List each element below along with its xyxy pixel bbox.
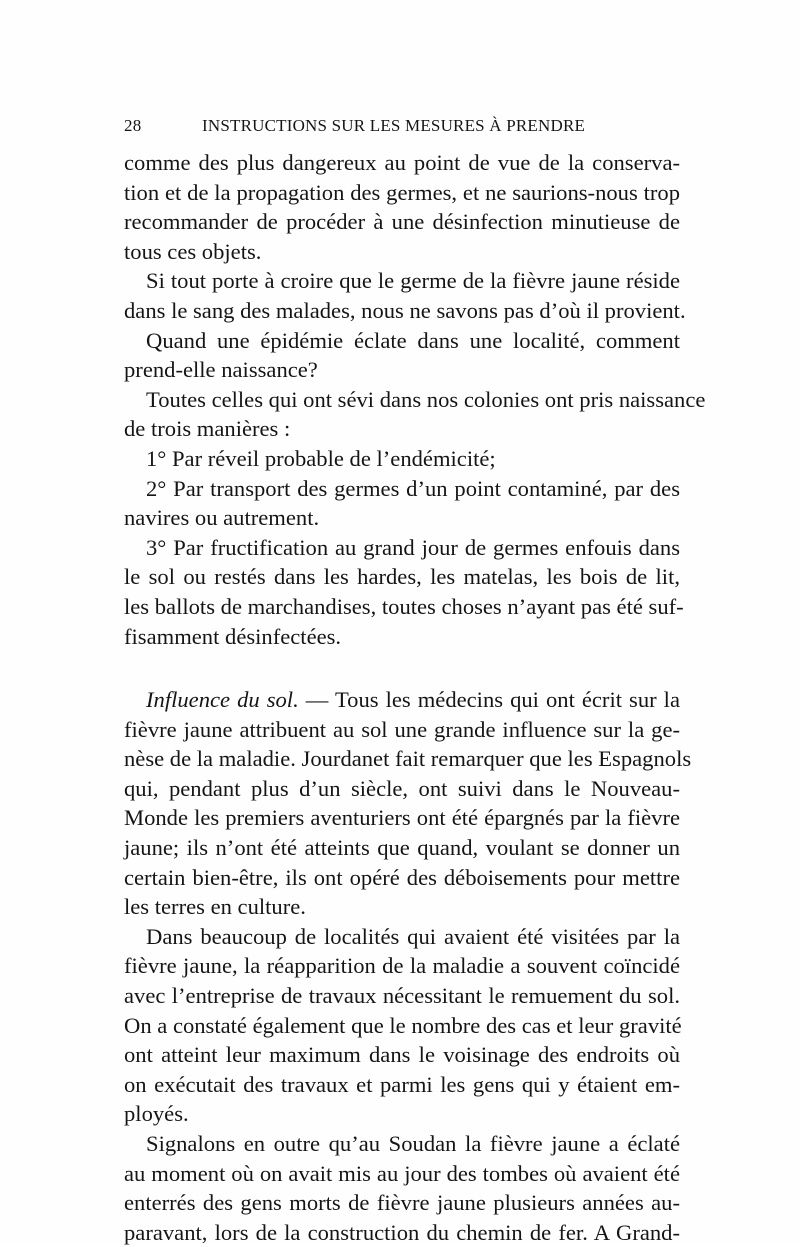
text-line: de trois manières :	[124, 416, 291, 442]
paragraph	[124, 326, 680, 385]
text-line: comme des plus dangereux au point de vue de la conserva-	[124, 150, 680, 175]
text-line: 2° Par transport des germes d’un point contaminé, par des	[146, 475, 680, 501]
text-line: navires ou autrement.	[124, 505, 320, 531]
text-line: Si tout porte à croire que le germe de la fièvre jaune réside	[146, 268, 680, 294]
text-line: Quand une épidémie éclate dans une localité, comment	[146, 327, 680, 353]
text-line: fisamment désinfectées.	[124, 623, 342, 649]
text-line: 3° Par fructification au grand jour de germes enfouis dans	[146, 534, 680, 560]
text-line: tion et de la propagation des germes, et ne saurions-nous trop	[124, 179, 680, 205]
text-line: qui, pendant plus d’un siècle, ont suivi dans le Nouveau-	[124, 775, 680, 801]
text-line: prend-elle naissance?	[124, 357, 318, 383]
list-item	[124, 444, 680, 474]
text-line-continuation: — Tous les médecins qui ont écrit sur la	[298, 687, 680, 713]
text-line: dans le sang des malades, nous ne savons pas d’où il provient.	[124, 297, 686, 323]
text-line: on exécutait des travaux et parmi les gens qui y étaient em-	[124, 1071, 680, 1097]
text-line: recommander de procéder à une désinfection minutieuse de	[124, 209, 680, 235]
text-line: avec l’entreprise de travaux nécessitant le remuement du sol.	[124, 983, 680, 1009]
text-line: Toutes celles qui ont sévi dans nos colonies ont pris naissance	[146, 386, 706, 412]
paragraph	[124, 1129, 680, 1247]
text-line: 1° Par réveil probable de l’endémicité;	[146, 445, 496, 471]
page-number: 28	[124, 116, 142, 135]
text-line: Dans beaucoup de localités qui avaient été visitées par la	[146, 923, 680, 949]
text-line: Signalons en outre qu’au Soudan la fièvre jaune a éclaté	[146, 1131, 680, 1156]
text-line: fièvre jaune attribuent au sol une grande influence sur la ge-	[124, 716, 680, 742]
paragraph	[124, 922, 680, 1129]
text-line: au moment où on avait mis au jour des tombes où avaient été	[124, 1160, 680, 1186]
text-line: ployés.	[124, 1101, 189, 1127]
text-line: On a constaté également que le nombre des cas et leur gravité	[124, 1012, 682, 1038]
running-header	[124, 116, 680, 142]
running-title: INSTRUCTIONS SUR LES MESURES À PRENDRE	[202, 116, 586, 135]
paragraph	[124, 266, 686, 325]
paragraph	[124, 385, 706, 444]
text-line: jaune; ils n’ont été atteints que quand, voulant se donner un	[124, 835, 680, 861]
list-item	[124, 533, 684, 651]
text-line: nèse de la maladie. Jourdanet fait remarquer que les Espagnols	[124, 746, 692, 772]
section-lead: Influence du sol.	[146, 687, 299, 713]
text-line: paravant, lors de la construction du chemin de fer. A Grand-	[124, 1219, 680, 1245]
text-line: le sol ou restés dans les hardes, les matelas, les bois de lit,	[124, 564, 680, 590]
text-line: ont atteint leur maximum dans le voisinage des endroits où	[124, 1042, 680, 1068]
text-line	[124, 685, 680, 715]
text-line: certain bien-être, ils ont opéré des déboisements pour mettre	[124, 864, 680, 890]
paragraph	[124, 685, 692, 922]
paragraph	[124, 148, 680, 266]
page-body	[124, 148, 706, 1247]
text-line: tous ces objets.	[124, 238, 262, 264]
list-item	[124, 474, 680, 533]
text-line: fièvre jaune, la réapparition de la maladie a souvent coïncidé	[124, 953, 680, 979]
text-line: les terres en culture.	[124, 894, 306, 920]
text-line: Monde les premiers aventuriers ont été épargnés par la fièvre	[124, 805, 680, 831]
text-line: enterrés des gens morts de fièvre jaune plusieurs années au-	[124, 1190, 680, 1216]
text-line: les ballots de marchandises, toutes choses n’ayant pas été suf-	[124, 593, 684, 619]
